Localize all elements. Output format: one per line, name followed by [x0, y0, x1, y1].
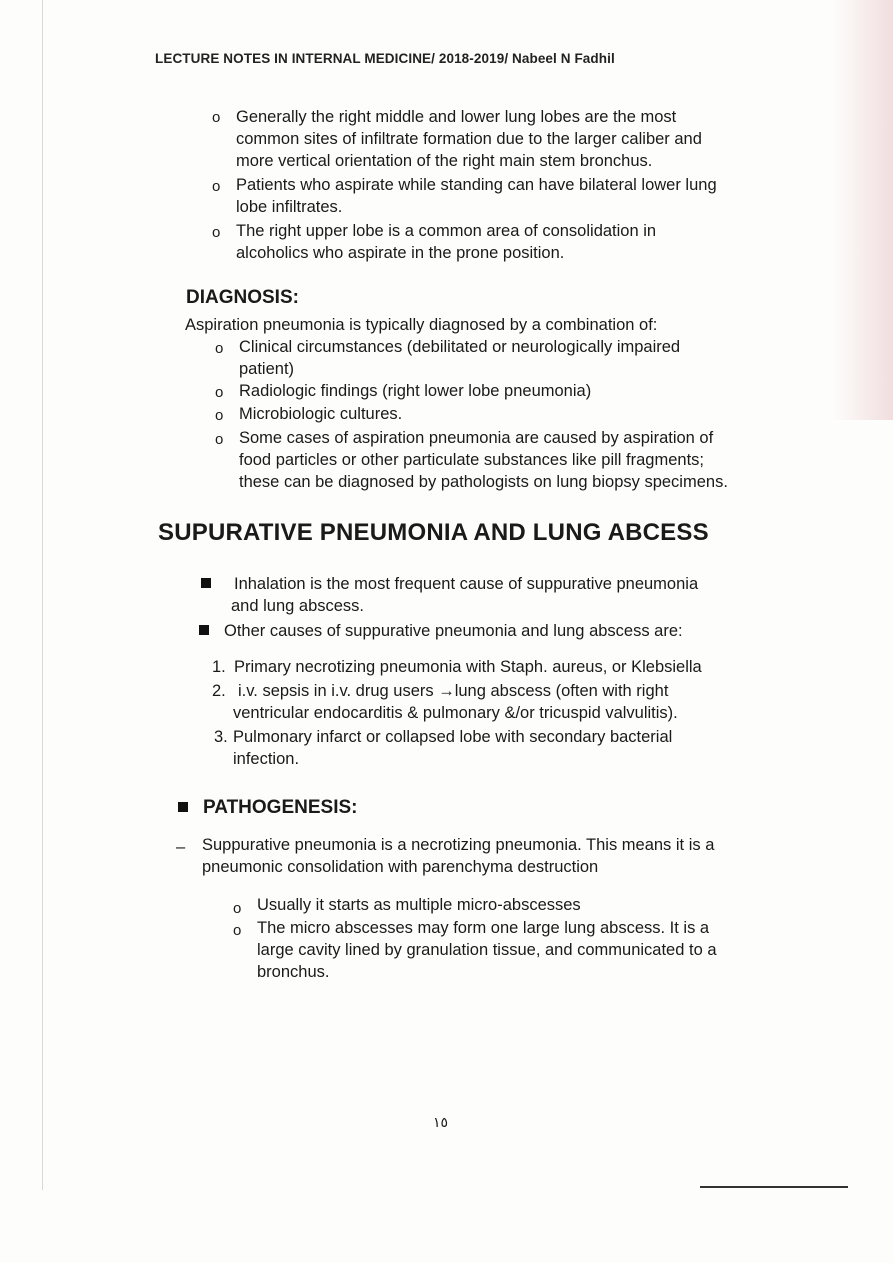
- pathogenesis-item: [202, 834, 714, 878]
- text-line: Patients who aspirate while standing can have bilateral lower lung: [236, 176, 717, 194]
- running-header: LECTURE NOTES IN INTERNAL MEDICINE/ 2018-2019/ Nabeel N Fadhil: [155, 51, 615, 66]
- numbered-item: [212, 680, 226, 702]
- bullet-icon: o: [215, 407, 224, 424]
- numbered-item-text: [234, 656, 702, 678]
- bottom-rule: [700, 1186, 848, 1188]
- bullet-icon: o: [212, 224, 221, 241]
- text-line: lobe infiltrates.: [236, 198, 343, 216]
- text-line: Microbiologic cultures.: [239, 405, 403, 423]
- diagnosis-item: [239, 427, 728, 493]
- text-line: alcoholics who aspirate in the prone position.: [236, 244, 565, 262]
- text-line: these can be diagnosed by pathologists on lung biopsy specimens.: [239, 473, 728, 491]
- square-bullet-icon: [199, 625, 209, 635]
- text-line: Clinical circumstances (debilitated or neurologically impaired: [239, 338, 681, 356]
- text-line: and lung abscess.: [231, 597, 365, 615]
- text-line: Inhalation is the most frequent cause of suppurative pneumonia: [234, 575, 699, 593]
- item-number: 2.: [212, 682, 226, 700]
- text-line: Pulmonary infarct or collapsed lobe with secondary bacterial: [233, 728, 673, 746]
- text-line: i.v. sepsis in i.v. drug users →lung abscess (often with right: [238, 682, 669, 700]
- text-line: bronchus.: [257, 963, 330, 981]
- bullet-icon: o: [233, 900, 242, 917]
- text-line: ventricular endocarditis & pulmonary &/or tricuspid valvulitis).: [233, 704, 678, 722]
- bullet-icon: o: [215, 340, 224, 357]
- bullet-icon: o: [215, 384, 224, 401]
- diagnosis-item: [239, 380, 591, 402]
- diagnosis-lead: Aspiration pneumonia is typically diagnosed by a combination of:: [185, 316, 658, 334]
- intro-bullet: [236, 220, 656, 264]
- bullet-icon: o: [212, 178, 221, 195]
- page-edge: [42, 0, 43, 1190]
- square-bullet-icon: [201, 578, 211, 588]
- section-title: SUPURATIVE PNEUMONIA AND LUNG ABCESS: [158, 519, 709, 546]
- cause-item: [224, 620, 683, 642]
- pathogenesis-sub-item: [257, 917, 717, 983]
- dash-bullet-icon: –: [176, 838, 186, 856]
- item-number: 3.: [214, 728, 228, 746]
- diagnosis-heading: DIAGNOSIS:: [186, 287, 299, 308]
- bullet-icon: o: [233, 922, 242, 939]
- text-line: Primary necrotizing pneumonia with Staph. aureus, or Klebsiella: [234, 658, 702, 676]
- intro-bullet: [236, 106, 702, 172]
- text-line: common sites of infiltrate formation due to the larger caliber and: [236, 130, 702, 148]
- text-line: pneumonic consolidation with parenchyma destruction: [202, 858, 599, 876]
- text-line: infection.: [233, 750, 300, 768]
- text-line: Radiologic findings (right lower lobe pneumonia): [239, 382, 592, 400]
- page-number: ١٥: [433, 1114, 449, 1130]
- text-line: patient): [239, 360, 295, 378]
- text-line: Generally the right middle and lower lung lobes are the most: [236, 108, 677, 126]
- text-line: more vertical orientation of the right main stem bronchus.: [236, 152, 653, 170]
- item-number: 1.: [212, 658, 226, 676]
- pathogenesis-sub-item: [257, 894, 581, 916]
- text-line: large cavity lined by granulation tissue, and communicated to a: [257, 941, 717, 959]
- bullet-icon: o: [215, 431, 224, 448]
- page-edge-tint: [833, 0, 893, 420]
- diagnosis-item: [239, 336, 680, 380]
- numbered-item-text: [233, 726, 672, 770]
- square-bullet-icon: [178, 802, 188, 812]
- cause-item: [231, 573, 698, 617]
- text-line: Other causes of suppurative pneumonia and lung abscess are:: [224, 622, 683, 640]
- text-line: Usually it starts as multiple micro-abscesses: [257, 896, 581, 914]
- text-line: Suppurative pneumonia is a necrotizing pneumonia. This means it is a: [202, 836, 715, 854]
- text-line: The right upper lobe is a common area of consolidation in: [236, 222, 657, 240]
- numbered-item-text: [233, 680, 678, 724]
- bullet-icon: o: [212, 109, 221, 126]
- text-line: Some cases of aspiration pneumonia are caused by aspiration of: [239, 429, 714, 447]
- intro-bullet: [236, 174, 717, 218]
- numbered-item: [212, 656, 226, 678]
- pathogenesis-heading: PATHOGENESIS:: [203, 797, 358, 818]
- text-line: The micro abscesses may form one large lung abscess. It is a: [257, 919, 710, 937]
- text-line: food particles or other particulate substances like pill fragments;: [239, 451, 704, 469]
- diagnosis-item: [239, 403, 402, 425]
- numbered-item: [214, 726, 228, 748]
